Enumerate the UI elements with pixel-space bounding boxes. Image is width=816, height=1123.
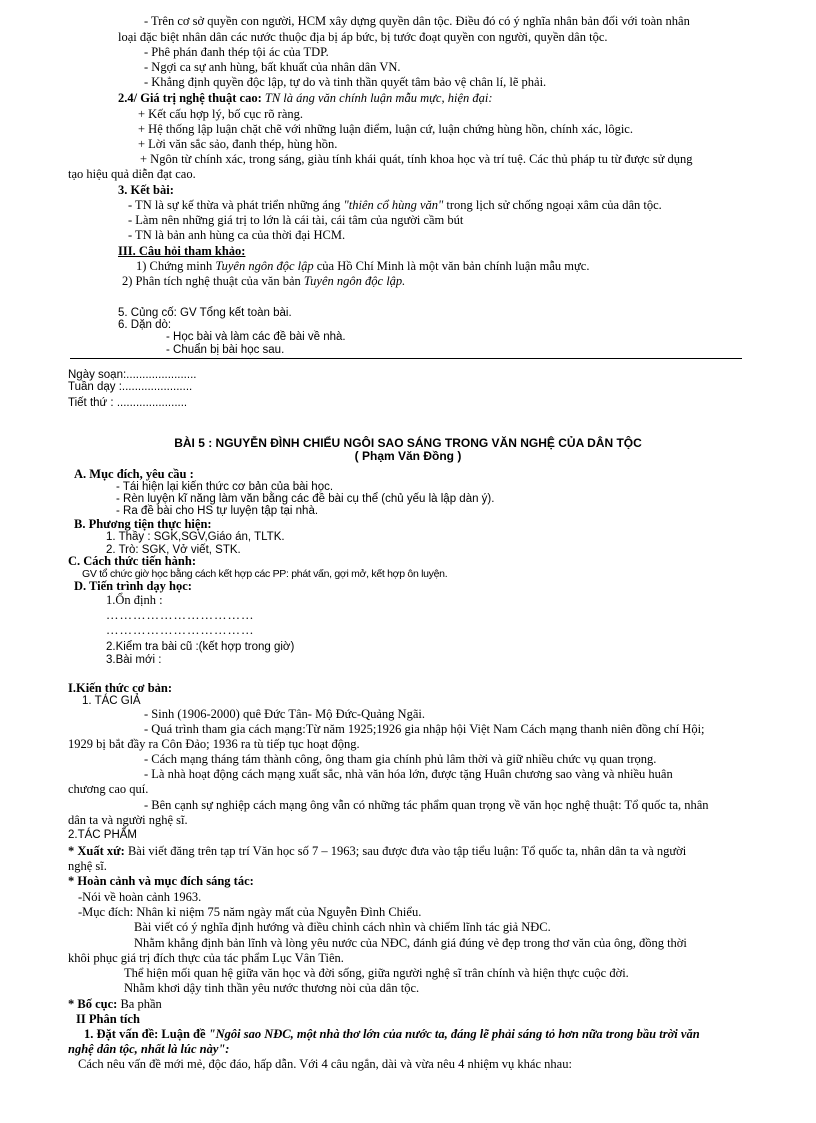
label-hoan-canh: * Hoàn cảnh và mục đích sáng tác: xyxy=(68,874,254,888)
heading-italic: TN là áng văn chính luận mẫu mực, hiện đại: xyxy=(261,91,493,105)
text-line: Thể hiện mối quan hệ giữa văn học và đời sống, giữa người nghệ sĩ trân chính và hiện thực cuộc đời. xyxy=(124,966,629,980)
text-line: Cách nêu vấn đề mới mẻ, độc đáo, hấp dẫn. Với 4 câu ngắn, dài và vừa nêu 4 nhiệm vụ khác nhau: xyxy=(78,1057,572,1071)
text-line: - Chuẩn bị bài học sau. xyxy=(166,344,285,356)
text-line: + Kết cấu hợp lý, bố cục rõ ràng. xyxy=(138,107,303,121)
text-line: - Tái hiện lại kiến thức cơ bản của bài học. xyxy=(116,481,334,493)
text-line: dân ta và người nghệ sĩ. xyxy=(68,813,188,827)
title-span: Tuyên ngôn độc lập xyxy=(215,259,314,273)
text-line: Nhằm khẳng định bản lĩnh và lòng yêu nước của NĐC, đánh giá đúng vẻ đẹp trong thơ văn của ông, đồng thời xyxy=(134,936,687,950)
meta-tuan-day: Tuần dạy :...................... xyxy=(68,381,193,393)
text-line: - TN là bản anh hùng ca của thời đại HCM. xyxy=(128,228,346,242)
text-span: Ba phần xyxy=(117,997,162,1011)
text-line: -Nói về hoàn cảnh 1963. xyxy=(78,890,202,904)
heading-ket-bai: 3. Kết bài: xyxy=(118,183,174,197)
text-line: - Cách mạng tháng tám thành công, ông tham gia chính phủ lâm thời và giữ nhiều chức vụ quan trọng. xyxy=(144,752,657,766)
heading-kien-thuc: I.Kiến thức cơ bản: xyxy=(68,681,173,695)
text-line: - Quá trình tham gia cách mạng:Từ năm 1925;1926 gia nhập hội Việt Nam Cách mạng thanh niên đồng chí Hội; xyxy=(144,722,705,736)
text-line: 3.Bài mới : xyxy=(106,654,162,666)
meta-tiet-thu: Tiết thứ : ...................... xyxy=(68,397,188,409)
text-line: Bài viết có ý nghĩa định hướng và điều chỉnh cách nhìn và chiếm lĩnh tác giả NĐC. xyxy=(134,920,551,934)
label-xuat-xu: * Xuất xứ: xyxy=(68,844,125,858)
heading-cau-hoi: III. Câu hỏi tham khảo: xyxy=(118,244,246,258)
text-span: - TN là sự kế thừa và phát triển những áng xyxy=(128,198,344,212)
meta-ngay-soan: Ngày soạn:...................... xyxy=(68,369,197,381)
heading-label: 2.4/ Giá trị nghệ thuật cao: xyxy=(118,91,262,105)
text-line: 2. Trò: SGK, Vở viết, STK. xyxy=(106,544,241,556)
heading-tac-gia: 1. TÁC GIẢ xyxy=(82,695,141,707)
text-line: - Trên cơ sở quyền con người, HCM xây dựng quyền dân tộc. Điều đó có ý nghĩa nhân bản đối với toàn nhân xyxy=(144,14,690,28)
heading-cach-thuc: C. Cách thức tiến hành: xyxy=(68,554,196,568)
text-line: - Khẳng định quyền độc lập, tự do và tinh thần quyết tâm bảo vệ chân lí, lẽ phải. xyxy=(144,75,547,89)
text-line: tạo hiệu quả diễn đạt cao. xyxy=(68,167,196,181)
text-line: - Học bài và làm các đề bài về nhà. xyxy=(166,331,346,343)
dotted-line: …………………………… xyxy=(106,623,255,637)
text-span: của Hồ Chí Minh là một văn bản chính luận mẫu mực. xyxy=(313,259,590,273)
text-line: khôi phục giá trị đích thực của tác phẩm Lục Vân Tiên. xyxy=(68,951,344,965)
text-line: loại đặc biệt nhân dân các nước thuộc địa bị áp bức, bị tước đoạt quyền con người, quyền dân tộc. xyxy=(118,30,608,44)
dotted-line: …………………………… xyxy=(106,608,255,622)
text-line: nghệ dân tộc, nhất là lúc này": xyxy=(68,1042,230,1056)
text-line: + Ngôn từ chính xác, trong sáng, giàu tính khái quát, tính khoa học và trí tuệ. Các thủ pháp tu từ được sử dụng xyxy=(140,152,693,166)
heading-muc-dich: A. Mục đích, yêu cầu : xyxy=(74,467,194,481)
text-line: 5. Củng cố: GV Tổng kết toàn bài. xyxy=(118,307,292,319)
text-line: 1929 bị bắt đầy ra Côn Đảo; 1936 ra tù tiếp tục hoạt động. xyxy=(68,737,360,751)
text-line: - Bên cạnh sự nghiệp cách mạng ông vẫn có những tác phẩm quan trọng về văn học nghệ thuật: Tổ quốc ta, nhân xyxy=(144,798,709,812)
text-line xyxy=(128,198,662,212)
text-line: - Sinh (1906-2000) quê Đức Tân- Mộ Đức-Quảng Ngãi. xyxy=(144,707,425,721)
text-line: - Ra đề bài cho HS tự luyện tập tại nhà. xyxy=(116,505,319,517)
label-dat-van-de: 1. Đặt vấn đề: Luận đề xyxy=(84,1027,209,1041)
text-span: 2) Phân tích nghệ thuật của văn bản xyxy=(122,274,304,288)
text-line: - Là nhà hoạt động cách mạng xuất sắc, nhà văn hóa lớn, được tặng Huân chương sao vàng và nhiều huân xyxy=(144,767,673,781)
lesson-title: BÀI 5 : NGUYỄN ĐÌNH CHIỂU NGÔI SAO SÁNG TRONG VĂN NGHỆ CỦA DÂN TỘC xyxy=(174,436,642,450)
text-line: Nhằm khơi dậy tinh thần yêu nước thương nòi của dân tộc. xyxy=(124,981,420,995)
text-line: 1. Thầy : SGK,SGV,Giáo án, TLTK. xyxy=(106,531,285,543)
text-line: chương cao quí. xyxy=(68,782,149,796)
page-divider xyxy=(70,358,742,359)
thesis-span: "Ngôi sao NĐC, một nhà thơ lớn của nước ta, đáng lẽ phải sáng tỏ hơn nữa trong bầu trời văn xyxy=(208,1027,700,1041)
quote-span: "thiên cổ hùng văn" xyxy=(343,198,444,212)
lesson-author: ( Phạm Văn Đồng ) xyxy=(354,449,462,463)
text-line: + Lời văn sắc sảo, đanh thép, hùng hồn. xyxy=(138,137,338,151)
text-span: Bài viết đăng trên tạp trí Văn học số 7 – 1963; sau được đưa vào tập tiểu luận: Tổ quốc ta, nhân dân ta và người xyxy=(124,844,687,858)
text-line: - Phê phán đanh thép tội ác của TDP. xyxy=(144,45,329,59)
heading-2-4 xyxy=(118,91,493,105)
text-span: trong lịch sử chống ngoại xâm của dân tộc. xyxy=(443,198,662,212)
label-bo-cuc: * Bố cục: xyxy=(68,997,118,1011)
heading-phuong-tien: B. Phương tiện thực hiện: xyxy=(74,517,212,531)
text-line: -Mục đích: Nhân kỉ niệm 75 năm ngày mất của Nguyễn Đình Chiểu. xyxy=(78,905,422,919)
text-line: 1.Ổn định : xyxy=(106,593,163,607)
text-line xyxy=(136,259,589,273)
text-line: - Rèn luyện kĩ năng làm văn bằng các đề bài cụ thể (chủ yếu là lập dàn ý). xyxy=(116,493,495,505)
text-line: + Hệ thống lập luận chặt chẽ với những luận điểm, luận cứ, luận chứng hùng hồn, chính xác, lôgic. xyxy=(138,122,633,136)
text-line: - Làm nên những giá trị to lớn là cái tài, cái tâm của người cầm bút xyxy=(128,213,464,227)
text-span: 1) Chứng minh xyxy=(136,259,216,273)
heading-tac-pham: 2.TÁC PHẨM xyxy=(68,829,138,841)
heading-tien-trinh: D. Tiến trình dạy học: xyxy=(74,579,192,593)
text-line: GV tổ chức giờ học bằng cách kết hợp các PP: phát vấn, gợi mở, kết hợp ôn luyện. xyxy=(82,568,448,580)
text-line: 6. Dặn dò: xyxy=(118,319,172,331)
title-span: Tuyên ngôn độc lập. xyxy=(303,274,406,288)
text-line xyxy=(122,274,405,288)
text-line xyxy=(84,1027,700,1041)
text-line xyxy=(68,997,162,1011)
text-line: nghệ sĩ. xyxy=(68,859,107,873)
text-line xyxy=(68,844,686,858)
heading-phan-tich: II Phân tích xyxy=(76,1012,140,1026)
text-line: 2.Kiểm tra bài cũ :(kết hợp trong giờ) xyxy=(106,641,295,653)
text-line: - Ngợi ca sự anh hùng, bất khuất của nhân dân VN. xyxy=(144,60,401,74)
